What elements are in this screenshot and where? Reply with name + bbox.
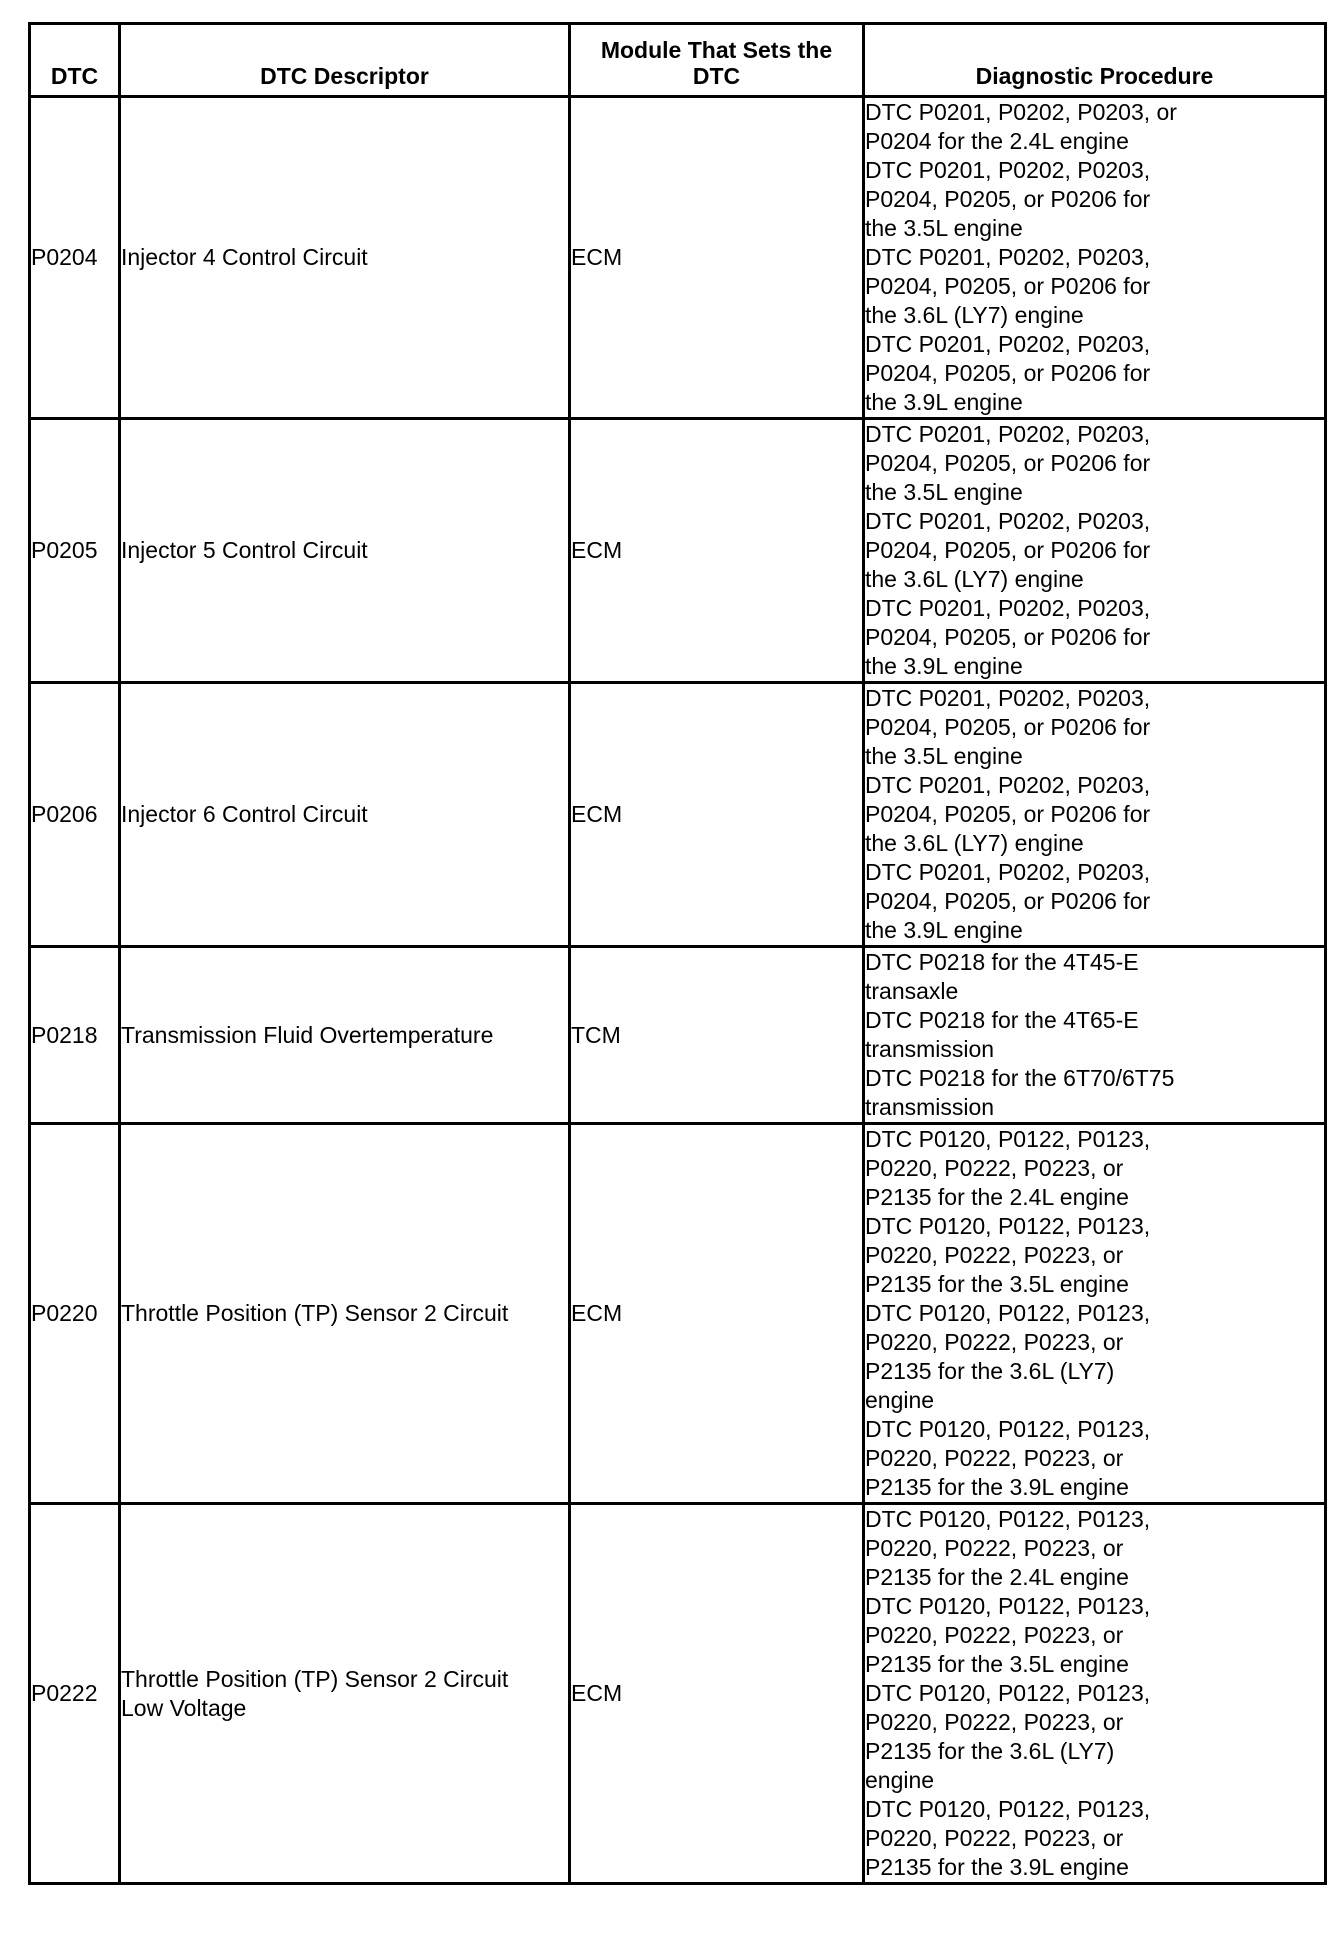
cell-dtc-descriptor: Injector 6 Control Circuit [120,683,570,947]
cell-module: ECM [570,1504,864,1884]
cell-dtc-descriptor: Injector 5 Control Circuit [120,419,570,683]
cell-dtc-code: P0205 [30,419,120,683]
procedure-link[interactable]: DTC P0201, P0202, P0203, P0204, P0205, or P0206 for the 3.5L engine [865,157,1151,241]
procedure-link[interactable]: DTC P0120, P0122, P0123, P0220, P0222, P0223, or P2135 for the 3.6L (LY7) engine [865,1300,1151,1413]
procedure-link[interactable]: DTC P0120, P0122, P0123, P0220, P0222, P0223, or P2135 for the 3.5L engine [865,1593,1151,1677]
table-row [30,947,1326,1124]
table-row [30,683,1326,947]
cell-dtc-code: P0220 [30,1124,120,1504]
cell-module: ECM [570,1124,864,1504]
procedure-link[interactable]: DTC P0201, P0202, P0203, P0204, P0205, or P0206 for the 3.6L (LY7) engine [865,508,1151,592]
cell-dtc-descriptor: Transmission Fluid Overtemperature [120,947,570,1124]
dtc-table [28,22,1327,1885]
procedure-link[interactable]: DTC P0201, P0202, P0203, P0204, P0205, or P0206 for the 3.9L engine [865,595,1151,679]
procedure-link[interactable]: DTC P0201, P0202, P0203, P0204, P0205, or P0206 for the 3.6L (LY7) engine [865,244,1151,328]
procedure-link[interactable]: DTC P0218 for the 6T70/6T75 transmission [865,1065,1175,1120]
cell-dtc-code: P0218 [30,947,120,1124]
header-procedure: Diagnostic Procedure [864,24,1326,97]
cell-module: ECM [570,683,864,947]
header-dtc: DTC [30,24,120,97]
cell-dtc-descriptor: Throttle Position (TP) Sensor 2 Circuit Low Voltage [120,1504,570,1884]
procedure-link[interactable]: DTC P0218 for the 4T65-E transmission [865,1007,1139,1062]
header-descriptor: DTC Descriptor [120,24,570,97]
table-row [30,419,1326,683]
procedure-link[interactable]: DTC P0120, P0122, P0123, P0220, P0222, P0223, or P2135 for the 2.4L engine [865,1506,1151,1590]
cell-module: ECM [570,419,864,683]
cell-dtc-descriptor: Throttle Position (TP) Sensor 2 Circuit [120,1124,570,1504]
table-row [30,1504,1326,1884]
table-row [30,97,1326,419]
cell-diagnostic-procedure [864,1124,1326,1504]
procedure-link[interactable]: DTC P0201, P0202, P0203, P0204, P0205, or P0206 for the 3.9L engine [865,859,1151,943]
table-header [30,24,1326,97]
table-row [30,1124,1326,1504]
procedure-link[interactable]: DTC P0201, P0202, P0203, or P0204 for the 2.4L engine [865,99,1177,154]
header-row [30,24,1326,97]
cell-diagnostic-procedure [864,947,1326,1124]
table-body [30,97,1326,1884]
procedure-link[interactable]: DTC P0218 for the 4T45-E transaxle [865,949,1139,1004]
procedure-link[interactable]: DTC P0120, P0122, P0123, P0220, P0222, P0223, or P2135 for the 3.9L engine [865,1416,1151,1500]
procedure-link[interactable]: DTC P0201, P0202, P0203, P0204, P0205, or P0206 for the 3.9L engine [865,331,1151,415]
cell-diagnostic-procedure [864,683,1326,947]
cell-module: ECM [570,97,864,419]
cell-dtc-code: P0222 [30,1504,120,1884]
procedure-link[interactable]: DTC P0120, P0122, P0123, P0220, P0222, P0223, or P2135 for the 3.6L (LY7) engine [865,1680,1151,1793]
header-module: Module That Sets the DTC [570,24,864,97]
cell-dtc-descriptor: Injector 4 Control Circuit [120,97,570,419]
cell-dtc-code: P0204 [30,97,120,419]
procedure-link[interactable]: DTC P0120, P0122, P0123, P0220, P0222, P0223, or P2135 for the 2.4L engine [865,1126,1151,1210]
cell-module: TCM [570,947,864,1124]
procedure-link[interactable]: DTC P0201, P0202, P0203, P0204, P0205, or P0206 for the 3.5L engine [865,685,1151,769]
procedure-link[interactable]: DTC P0120, P0122, P0123, P0220, P0222, P0223, or P2135 for the 3.5L engine [865,1213,1151,1297]
procedure-link[interactable]: DTC P0120, P0122, P0123, P0220, P0222, P0223, or P2135 for the 3.9L engine [865,1796,1151,1880]
procedure-link[interactable]: DTC P0201, P0202, P0203, P0204, P0205, or P0206 for the 3.5L engine [865,421,1151,505]
cell-diagnostic-procedure [864,97,1326,419]
procedure-link[interactable]: DTC P0201, P0202, P0203, P0204, P0205, or P0206 for the 3.6L (LY7) engine [865,772,1151,856]
cell-diagnostic-procedure [864,419,1326,683]
cell-dtc-code: P0206 [30,683,120,947]
cell-diagnostic-procedure [864,1504,1326,1884]
